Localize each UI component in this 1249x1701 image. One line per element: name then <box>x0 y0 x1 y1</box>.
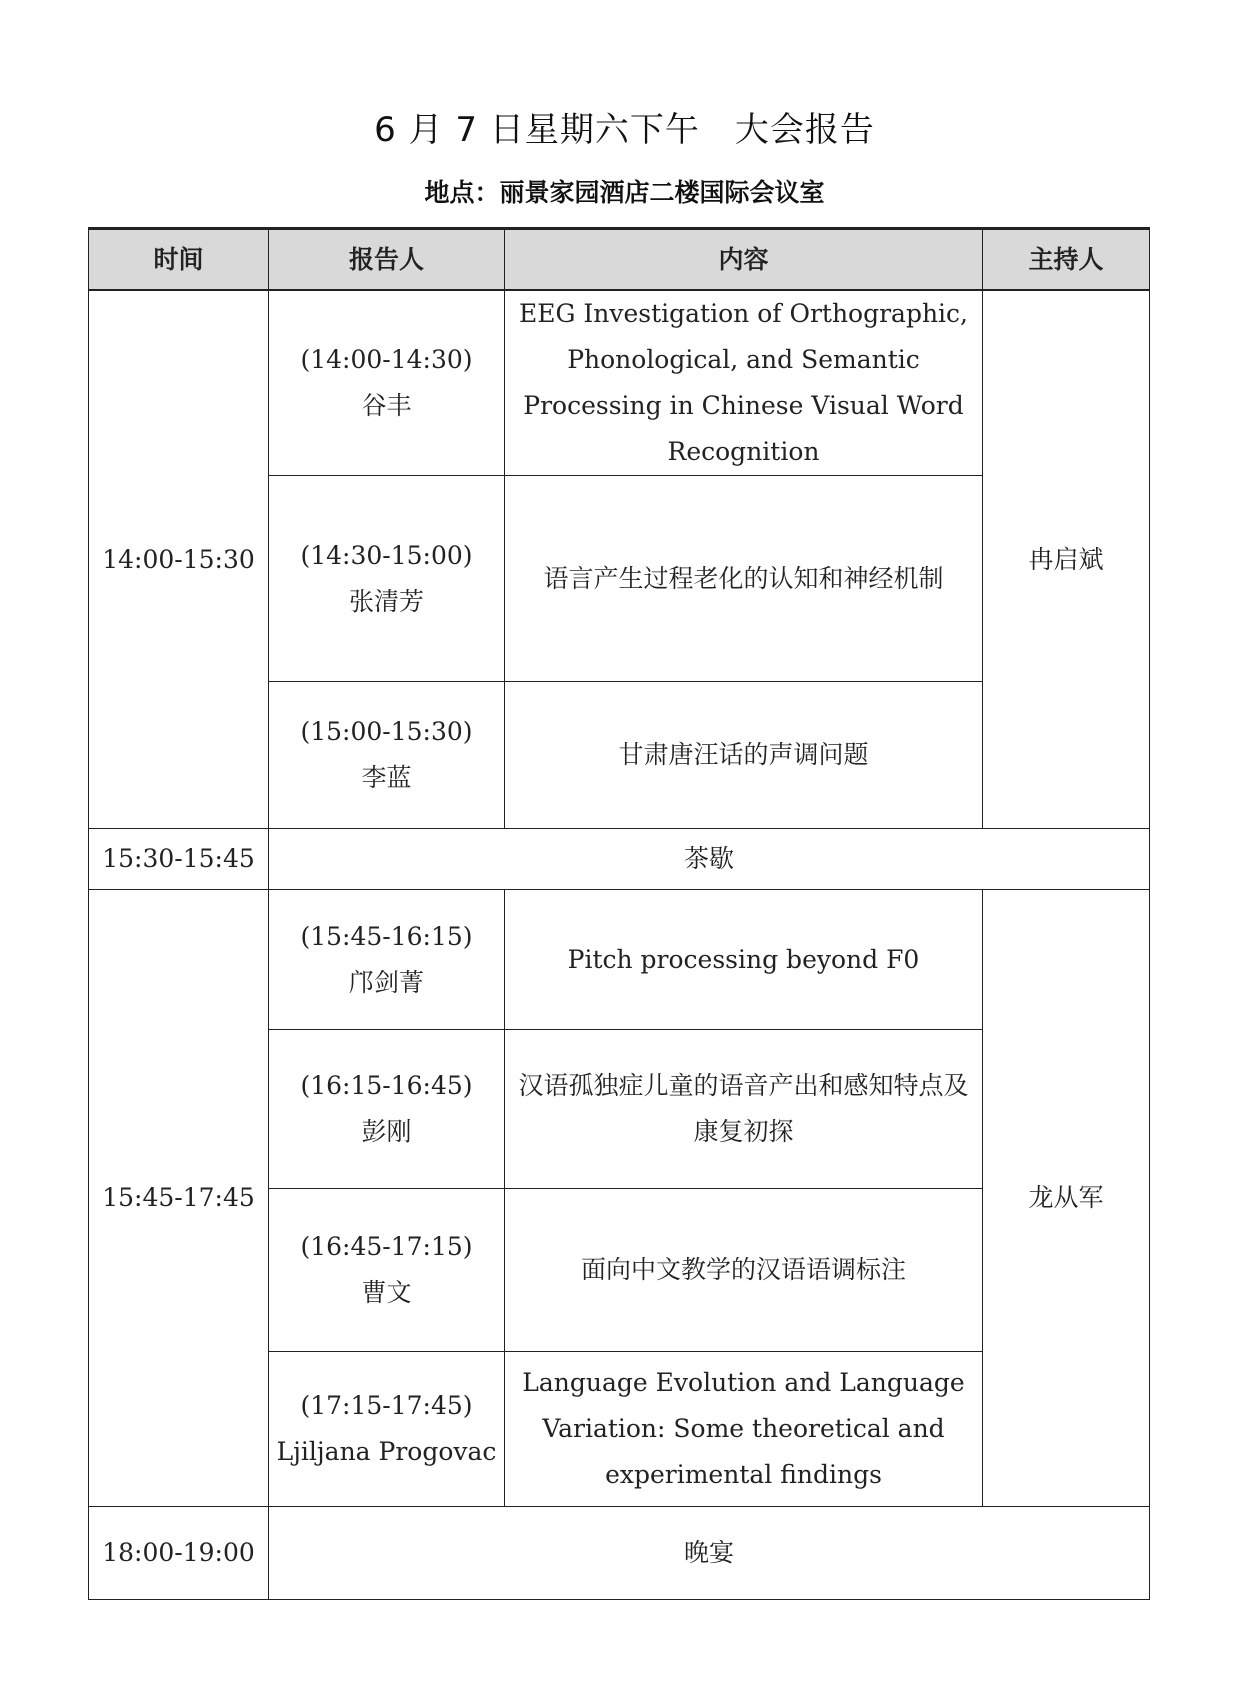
speaker-name: 曹文 <box>361 1278 412 1307</box>
speaker-cell <box>269 890 505 1030</box>
talk-title: 面向中文教学的汉语语调标注 <box>580 1255 906 1284</box>
break-label: 茶歇 <box>269 829 1150 890</box>
speaker-name: Ljiljana Progovac <box>276 1437 497 1466</box>
speaker-name: 彭刚 <box>361 1117 412 1146</box>
column-header-host: 主持人 <box>983 229 1150 291</box>
talk-content <box>505 476 983 682</box>
talk-title: 甘肃唐汪话的声调问题 <box>618 740 869 769</box>
speaker-cell <box>269 682 505 829</box>
talk-slot: (16:15-16:45) <box>300 1071 473 1100</box>
column-header-speaker: 报告人 <box>269 229 505 291</box>
talk-content <box>505 1030 983 1189</box>
talk-content <box>505 682 983 829</box>
table-row <box>89 290 1150 476</box>
speaker-name: 邝剑菁 <box>348 967 424 997</box>
column-header-content: 内容 <box>505 229 983 291</box>
talk-slot: (15:00-15:30) <box>300 717 473 746</box>
speaker-cell <box>269 1030 505 1189</box>
talk-slot: (17:15-17:45) <box>300 1391 473 1420</box>
location-subtitle: 地点：丽景家园酒店二楼国际会议室 <box>424 178 825 207</box>
talk-title: 语言产生过程老化的认知和神经机制 <box>543 563 944 593</box>
schedule-table <box>88 227 1150 1600</box>
speaker-cell <box>269 290 505 476</box>
talk-content <box>505 890 983 1030</box>
table-row <box>89 890 1150 1030</box>
talk-title: 汉语孤独症儿童的语音产出和感知特点及康复初探 <box>518 1071 969 1146</box>
speaker-name: 张清芳 <box>348 586 424 616</box>
speaker-cell <box>269 1352 505 1507</box>
break-time: 15:30-15:45 <box>89 829 269 890</box>
speaker-cell <box>269 1189 505 1352</box>
talk-slot: (16:45-17:15) <box>300 1232 473 1261</box>
talk-slot: (14:00-14:30) <box>300 345 473 374</box>
talk-content <box>505 290 983 476</box>
talk-slot: (14:30-15:00) <box>300 540 473 570</box>
table-row <box>89 1507 1150 1600</box>
dinner-time: 18:00-19:00 <box>89 1507 269 1600</box>
talk-content <box>505 1352 983 1507</box>
session-host: 龙从军 <box>983 890 1150 1507</box>
column-header-time: 时间 <box>89 229 269 291</box>
talk-title: EEG Investigation of Orthographic, Phonological, and Semantic Processing in Chinese Visual Word Recognition <box>518 299 969 466</box>
page-title: 6 月 7 日星期六下午 大会报告 <box>374 110 875 150</box>
speaker-cell <box>269 476 505 682</box>
session-time: 15:45-17:45 <box>89 890 269 1507</box>
table-header-row <box>89 229 1150 291</box>
talk-slot: (15:45-16:15) <box>300 921 473 951</box>
dinner-label: 晚宴 <box>269 1507 1150 1600</box>
talk-content <box>505 1189 983 1352</box>
session-host: 冉启斌 <box>983 290 1150 829</box>
table-row <box>89 829 1150 890</box>
talk-title: Language Evolution and Language Variation: Some theoretical and experimental findings <box>522 1368 965 1489</box>
session-time: 14:00-15:30 <box>89 290 269 829</box>
speaker-name: 谷丰 <box>361 391 412 420</box>
speaker-name: 李蓝 <box>361 763 412 792</box>
talk-title: Pitch processing beyond F0 <box>567 944 920 974</box>
